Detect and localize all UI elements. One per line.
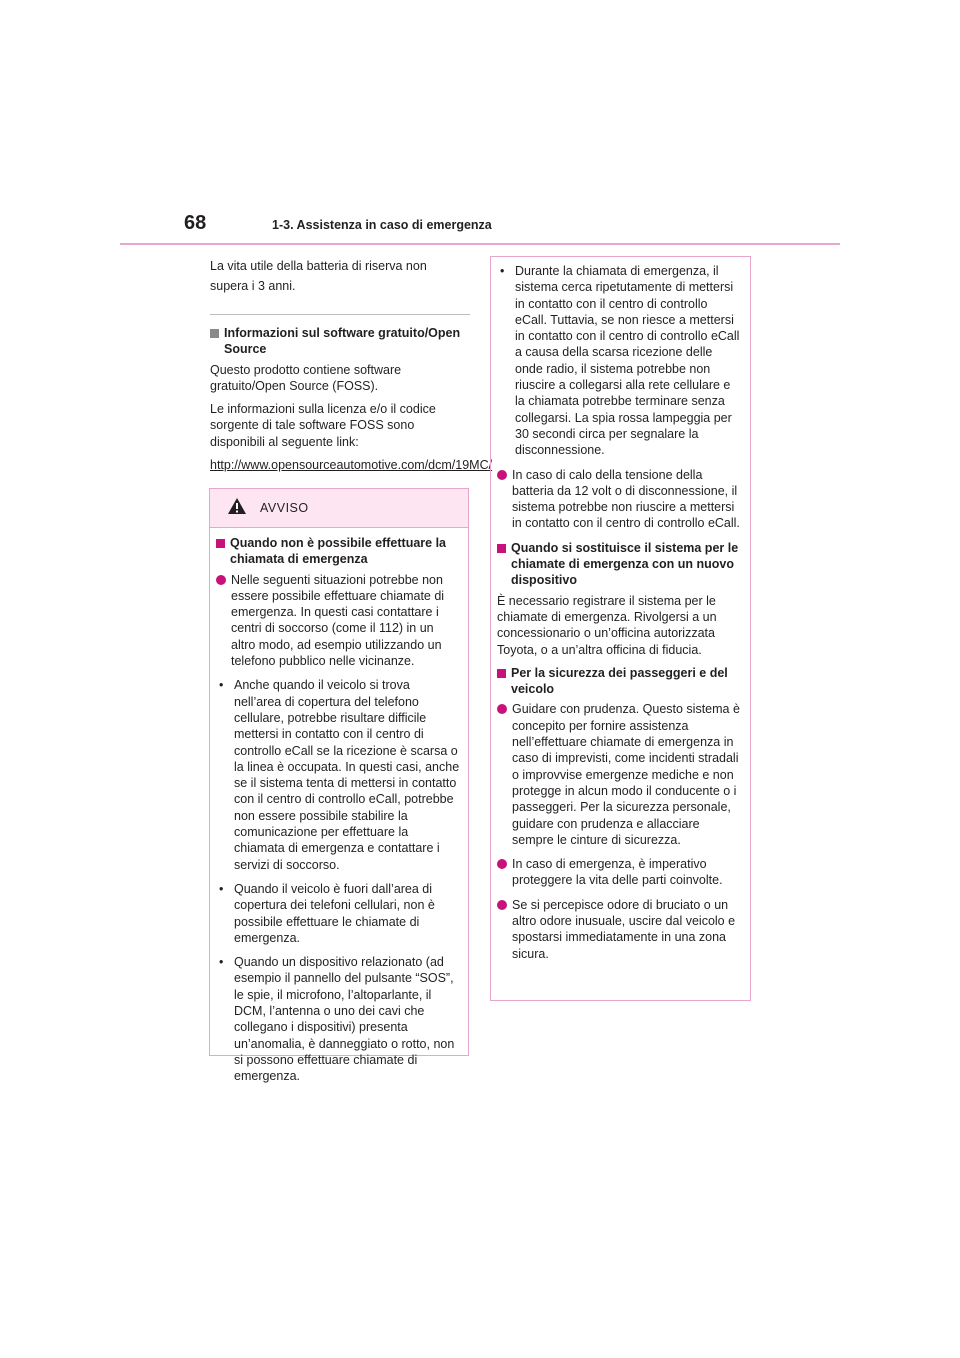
safety-bullet-text: In caso di emergenza, è imperativo proteggere la vita delle parti coinvolte. <box>512 857 723 888</box>
section-title: 1-3. Assistenza in caso di emergenza <box>272 218 492 232</box>
replace-text: È necessario registrare il sistema per le chiamate di emergenza. Rivolgersi a un concessionario o un’officina autorizzata Toyota, o a un’altra officina di fiducia. <box>497 593 717 657</box>
warning-dash-text: Quando un dispositivo relazionato (ad esempio il pannello del pulsante “SOS”, le spie, il microfono, l’altoparlante, il DCM, l’antenna o uno dei cavi che collegano i dispositivi) presenta un’anomalia, è danneggiato o rotto, non si possono effettuare chiamate di emergenza. <box>234 955 455 1084</box>
circle-bullet-icon <box>497 859 507 869</box>
dash-marker: • <box>219 881 224 896</box>
foss-link[interactable]: http://www.opensourceautomotive.com/dcm/19MC/ <box>210 458 493 473</box>
battery-life-text: La vita utile della batteria di riserva non supera i 3 anni. <box>210 259 427 293</box>
safety-bullet-text: Guidare con prudenza. Questo sistema è concepito per fornire assistenza nell’effettuare chiamate di emergenza in caso di imprevisti, come incidenti stradali o improvvise emergenze mediche e non protegge in alcun modo il conducente o i passeggeri. Per la sicurezza personale, guidare con prudenza e allacciare sempre le cinture di sicurezza. <box>512 702 740 847</box>
dash-marker: • <box>219 678 224 693</box>
square-bullet-icon <box>497 544 506 553</box>
left-column <box>210 256 493 480</box>
dash-marker: • <box>500 264 505 278</box>
foss-heading-text: Informazioni sul software gratuito/Open Source <box>224 326 461 357</box>
warning-dash-item <box>216 881 460 946</box>
safety-heading-text: Per la sicurezza dei passeggeri e del veicolo <box>511 665 728 697</box>
circle-bullet-icon <box>497 900 507 910</box>
warning-dash-text: Anche quando il veicolo si trova nell’area di copertura del telefono cellulare, potrebbe risultare difficile mettersi in contatto con il centro di controllo eCall se la ricezione è scarsa o la linea è occupata. In questi casi, anche se il sistema tenta di mettersi in contatto con il centro di controllo eCall, potrebbe non essere possibile stabilire la comunicazione per effettuare la chiamata di emergenza e contattare i servizi di soccorso. <box>234 678 460 872</box>
warning-heading-text: Quando non è possibile effettuare la chiamata di emergenza <box>230 536 447 567</box>
voltage-bullet-text: In caso di calo della tensione della batteria da 12 volt o di disconnessione, il sistema potrebbe non riuscire a mettersi in contatto con il centro di controllo eCall. <box>512 467 740 531</box>
warning-label: AVVISO <box>260 501 309 515</box>
warning-box-continued <box>490 256 751 1001</box>
right-dash-text: Durante la chiamata di emergenza, il sistema cerca ripetutamente di mettersi in contatto con il centro di controllo eCall. Tuttavia, se non riesce a mettersi in contatto con il centro di controllo eCall a causa della scarsa ricezione delle onde radio, il sistema potrebbe non riuscire a collegarsi alla rete cellulare e la chiamata potrebbe terminare senza collegarsi. La spia rossa lampeggia per 30 secondi circa per segnalare la disconnessione. <box>515 264 740 458</box>
square-bullet-icon <box>216 539 225 548</box>
square-bullet-icon <box>210 329 219 338</box>
warning-dash-text: Quando il veicolo è fuori dall’area di copertura dei telefoni cellulari, non è possibile effettuare le chiamate di emergenza. <box>234 881 435 945</box>
warning-box-body <box>210 528 468 1085</box>
circle-bullet-icon <box>497 704 507 714</box>
warning-heading <box>216 535 460 568</box>
foss-heading <box>210 325 470 358</box>
warning-box <box>209 488 469 1084</box>
right-dash-item <box>497 263 742 459</box>
safety-bullet <box>497 897 742 962</box>
circle-bullet-icon <box>497 470 507 480</box>
foss-paragraph-2: Le informazioni sulla licenza e/o il codice sorgente di tale software FOSS sono disponibili al seguente link: <box>210 402 436 449</box>
safety-bullet-text: Se si percepisce odore di bruciato o un altro odore inusuale, uscire dal veicolo e spostarsi immediatamente in una zona sicura. <box>512 897 736 961</box>
voltage-bullet <box>497 467 742 532</box>
warning-bullet <box>216 572 460 670</box>
replace-heading-text: Quando si sostituisce il sistema per le chiamate di emergenza con un nuovo dispositivo <box>511 540 739 588</box>
circle-bullet-icon <box>216 575 226 585</box>
header-divider <box>120 243 840 245</box>
right-box-body <box>491 257 750 962</box>
replace-heading <box>497 540 742 589</box>
warning-triangle-icon <box>227 497 247 515</box>
foss-paragraph-1: Questo prodotto contiene software gratuito/Open Source (FOSS). <box>210 362 402 393</box>
warning-bullet-text: Nelle seguenti situazioni potrebbe non essere possibile effettuare chiamate di emergenza. In questi casi contattare i centri di soccorso (come il 112) in un altro modo, ad esempio utilizzando un telefono pubblico nelle vicinanze. <box>231 572 445 669</box>
warning-box-header <box>210 489 468 528</box>
page-number: 68 <box>184 212 207 234</box>
warning-dash-item <box>216 954 460 1084</box>
safety-bullet <box>497 856 742 889</box>
section-divider <box>210 314 470 315</box>
safety-bullet <box>497 701 742 848</box>
safety-heading <box>497 665 742 698</box>
warning-dash-item <box>216 677 460 873</box>
square-bullet-icon <box>497 669 506 678</box>
dash-marker: • <box>219 955 224 970</box>
